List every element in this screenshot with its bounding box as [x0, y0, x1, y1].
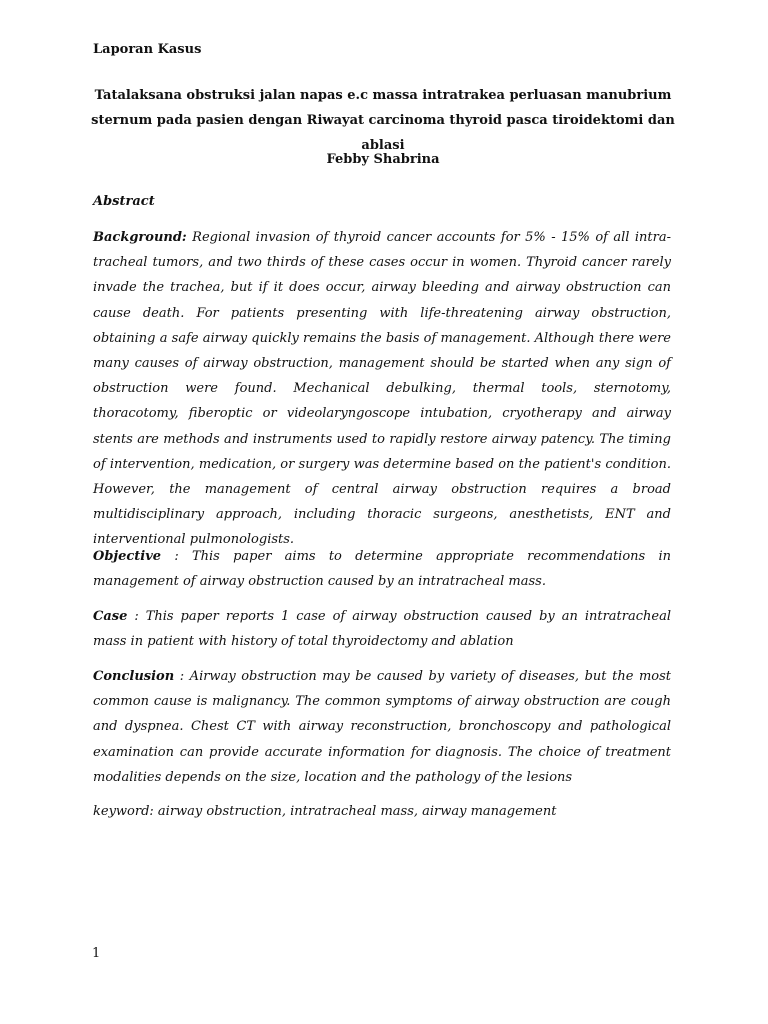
background-paragraph — [93, 225, 671, 553]
conclusion-label: Conclusion — [93, 669, 175, 684]
case-paragraph — [93, 604, 671, 654]
abstract-heading: Abstract — [93, 194, 155, 209]
keyword-line: keyword: airway obstruction, intratracheal mass, airway management — [93, 804, 557, 819]
author-name: Febby Shabrina — [326, 152, 440, 167]
paper-title: Tatalaksana obstruksi jalan napas e.c massa intratrakea perluasan manubrium sternum pada pasien dengan Riwayat carcinoma thyroid pasca tiroidektomi dan ablasi — [91, 88, 675, 153]
page-number: 1 — [92, 946, 101, 961]
conclusion-text: : Airway obstruction may be caused by variety of diseases, but the most common cause is malignancy. The common symptoms of airway obstruction are cough and dyspnea. Chest CT with airway reconstruction, bronchoscopy and pathological examination can provide accurate information for diagnosis. The choice of treatment modalities depends on the size, location and the pathology of the lesions — [93, 669, 671, 785]
objective-label: Objective — [93, 549, 162, 564]
objective-text: : This paper aims to determine appropriate recommendations in management of airway obstruction caused by an intratracheal mass. — [93, 549, 671, 590]
conclusion-paragraph — [93, 664, 671, 790]
background-label: Background: — [93, 230, 187, 245]
background-text: Regional invasion of thyroid cancer accounts for 5% - 15% of all intra-tracheal tumors, and two thirds of these cases occur in women. Thyroid cancer rarely invade the trachea, but if it does occur, airway bleeding and airway obstruction can cause death. For patients presenting with life-threatening airway obstruction, obtaining a safe airway quickly remains the basis of management. Although there were many causes of airway obstruction, management should be started when any sign of obstruction were found. Mechanical debulking, thermal tools, sternotomy, thoracotomy, fiberoptic or videolaryngoscope intubation, cryotherapy and airway stents are methods and instruments used to rapidly restore airway patency. The timing of intervention, medication, or surgery was determine based on the patient's condition. However, the management of central airway obstruction requires a broad multidisciplinary approach, including thoracic surgeons, anesthetists, ENT and interventional pulmonologists. — [93, 230, 671, 548]
objective-paragraph — [93, 544, 671, 594]
case-label: Case — [93, 609, 128, 624]
section-label: Laporan Kasus — [93, 42, 202, 57]
case-text: : This paper reports 1 case of airway obstruction caused by an intratracheal mass in patient with history of total thyroidectomy and ablation — [93, 609, 671, 650]
